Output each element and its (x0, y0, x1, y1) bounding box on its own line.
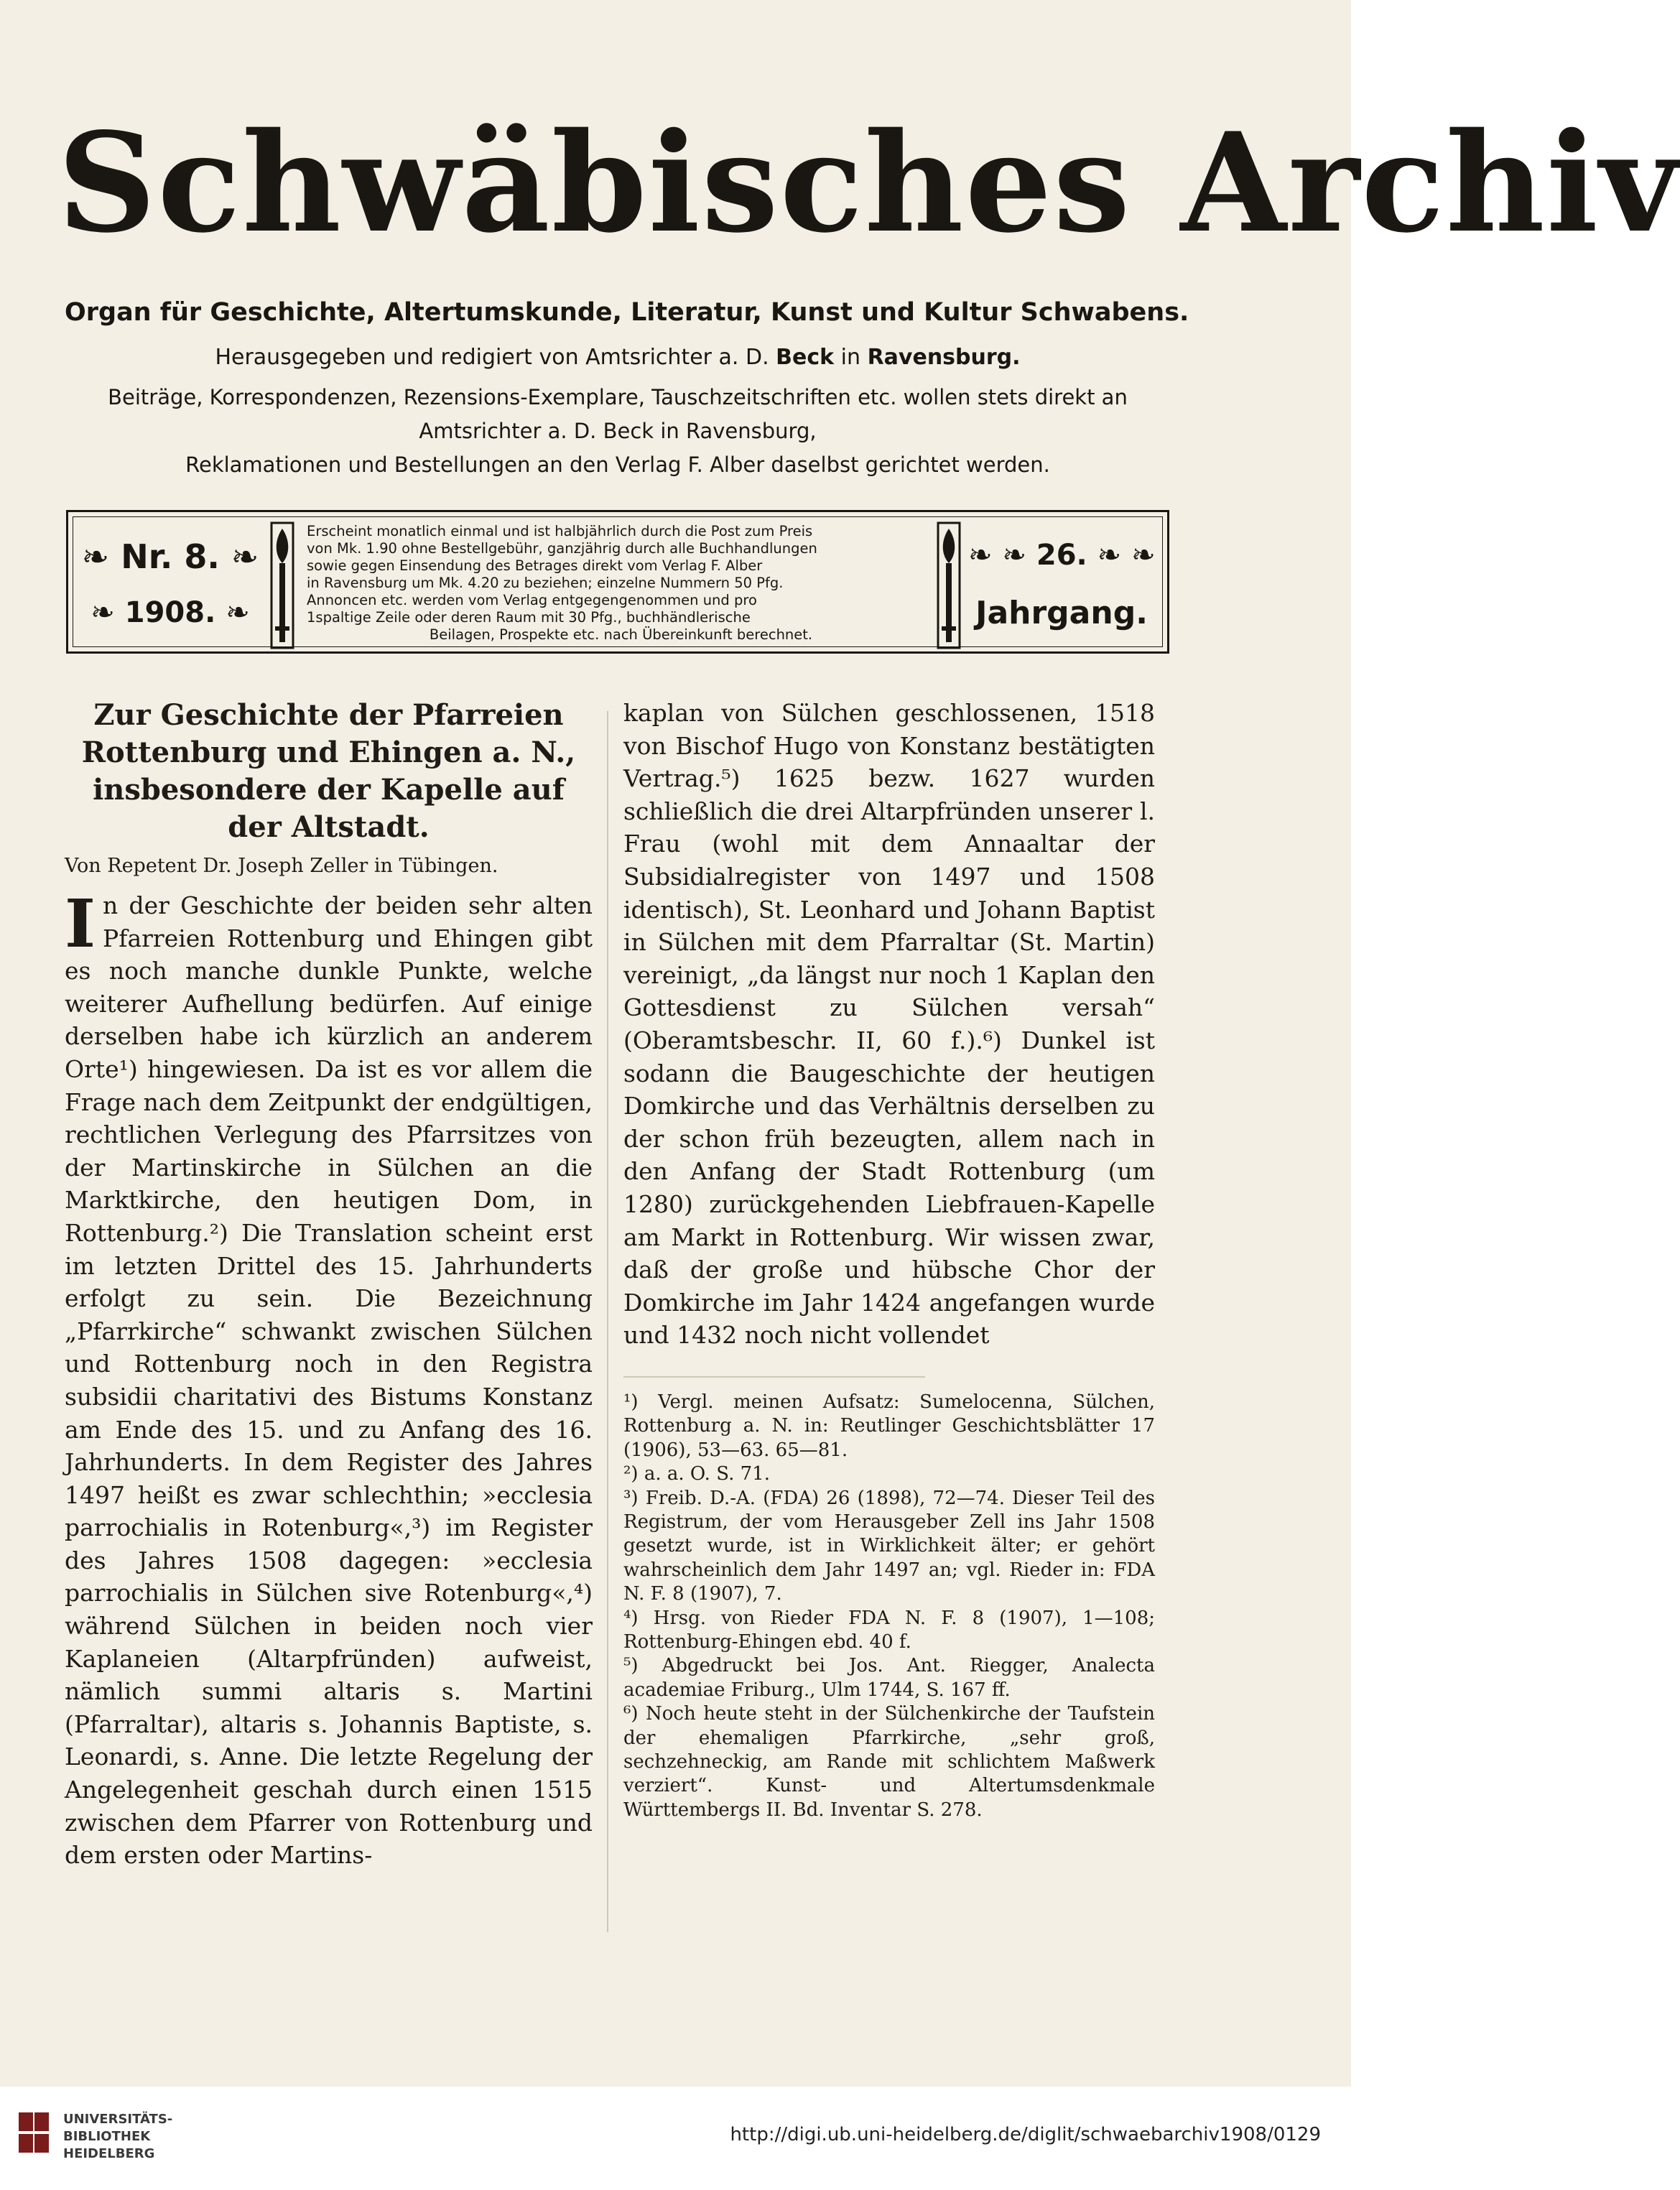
volume-number: ❧ ❧ 26. ❧ ❧ (968, 539, 1156, 572)
editor-name: Beck (776, 345, 835, 370)
issue-number: ❧ Nr. 8. ❧ (81, 537, 259, 576)
terms-line: 1spaltige Zeile oder deren Raum mit 30 Pfg., buchhändlerische (307, 609, 751, 626)
article-body-left (65, 885, 593, 1872)
terms-line: Beilagen, Prospekte etc. nach Übereinkunft berechnet. (429, 626, 813, 643)
info-bar-frame (73, 516, 1163, 647)
footnote: ²) a. a. O. S. 71. (623, 1463, 770, 1485)
footnote: ⁴) Hrsg. von Rieder FDA N. F. 8 (1907), 1—108; Rottenburg-Ehingen ebd. 40 f. (623, 1607, 1155, 1653)
editor-prefix: Herausgegeben und redigiert von Amtsrichter a. D. (215, 345, 769, 370)
terms-line: von Mk. 1.90 ohne Bestellgebühr, ganzjährig durch alle Buchhandlungen (307, 540, 817, 557)
footnote: ⁶) Noch heute steht in der Sülchenkirche der Taufstein der ehemaligen Pfarrkirche, „sehr groß, sechzehneckig, am Rande mit schlichtem Maßwerk verziert“. Kunst- und Altertumsdenkmale Württembergs II. Bd. Inventar S. 278. (623, 1703, 1155, 1821)
library-line: HEIDELBERG (63, 2146, 155, 2161)
volume-label: Jahrgang. (975, 595, 1148, 631)
issue-info-bar (66, 510, 1169, 654)
library-name (63, 2111, 172, 2163)
footnote: ¹) Vergl. meinen Aufsatz: Sumelocenna, Sülchen, Rottenburg a. N. in: Reutlinger Geschichtsblätter 17 (1906), 53—63. 65—81. (623, 1391, 1155, 1461)
body-text-left: n der Geschichte der beiden sehr alten Pfarreien Rottenburg und Ehingen gibt es noch manche dunkle Punkte, welche weiterer Aufhellung bedürfen. Auf einige derselben habe ich kürzlich an anderem Orte¹) hingewiesen. Da ist es vor allem die Frage nach dem Zeitpunkt der endgültigen, rechtlichen Verlegung des Pfarrsitzes von der Martinskirche in Sülchen an die Marktkirche, den heutigen Dom, in Rottenburg.²) Die Translation scheint erst im letzten Drittel des 15. Jahrhunderts erfolgt zu sein. Die Bezeichnung „Pfarrkirche“ schwankt zwischen Sülchen und Rottenburg noch in den Registra subsidii charitativi des Bistums Konstanz am Ende des 15. und zu Anfang des 16. Jahrhunderts. In dem Register des Jahres 1497 heißt es zwar schlechthin; »ecclesia parrochialis in Rotenburg«,³) im Register des Jahres 1508 dagegen: »ecclesia parrochialis in Sülchen sive Rotenburg«,⁴) während Sülchen in beiden noch vier Kaplaneien (Altarpfründen) aufweist, nämlich summi altaris s. Martini (Pfarraltar), altaris s. Johannis Baptiste, s. Leonardi, s. Anne. Die letzte Regelung der Angelegenheit geschah durch einen 1515 zwischen dem Pfarrer von Rottenburg und dem ersten oder Martins- (65, 891, 593, 1870)
university-library-logo-icon (14, 2108, 53, 2160)
terms-line: in Ravensburg um Mk. 4.20 zu beziehen; einzelne Nummern 50 Pfg. (307, 575, 784, 591)
footnotes (623, 1391, 1155, 1822)
footer-bar (0, 2087, 1351, 2190)
contribution-notice (65, 381, 1171, 482)
source-url[interactable]: http://digi.ub.uni-heidelberg.de/diglit/schwaebarchiv1908/0129 (730, 2124, 1321, 2145)
library-line: BIBLIOTHEK (63, 2129, 151, 2144)
issue-block (80, 517, 260, 646)
contrib-line: Beiträge, Korrespondenzen, Rezensions-Exemplare, Tauschzeitschriften etc. wollen stets direkt an (108, 385, 1128, 409)
column-divider (607, 711, 608, 1932)
footnote: ³) Freib. D.-A. (FDA) 26 (1898), 72—74. Dieser Teil des Registrum, der vom Herausgeber Zell ins Jahr 1508 gesetzt wurde, ist in Wirklichkeit älter; er gehört wahrscheinlich dem Jahr 1497 an; vgl. Rieder in: FDA N. F. 8 (1907), 7. (623, 1487, 1155, 1605)
editor-in: in (840, 345, 861, 370)
terms-line: sowie gegen Einsendung des Betrages direkt vom Verlag F. Alber (307, 557, 763, 574)
article-byline: Von Repetent Dr. Joseph Zeller in Tübingen. (65, 855, 498, 877)
contrib-line: Reklamationen und Bestellungen an den Verlag F. Alber daselbst gerichtet werden. (185, 453, 1050, 477)
terms-line: Annoncen etc. werden vom Verlag entgegengenommen und pro (307, 592, 757, 608)
editor-place: Ravensburg. (867, 345, 1021, 370)
contrib-line: Amtsrichter a. D. Beck in Ravensburg, (419, 419, 817, 443)
editor-line (65, 345, 1171, 370)
volume-block (968, 517, 1155, 646)
issue-year: ❧ 1908. ❧ (91, 596, 250, 629)
library-line: UNIVERSITÄTS- (63, 2112, 173, 2127)
article-title: Zur Geschichte der Pfarreien Rottenburg und Ehingen a. N., insbesondere der Kapelle auf der Altstadt. (81, 698, 576, 844)
footnote-rule (623, 1376, 925, 1378)
footnote: ⁵) Abgedruckt bei Jos. Ant. Riegger, Analecta academiae Friburg., Ulm 1744, S. 167 ff. (623, 1655, 1155, 1701)
left-column (65, 697, 593, 1872)
journal-subtitle: Organ für Geschichte, Altertumskunde, Literatur, Kunst und Kultur Schwabens. (65, 298, 1189, 327)
drop-cap: I (65, 885, 96, 962)
masthead (57, 86, 1680, 280)
subscription-terms (307, 523, 935, 644)
article-body-right: kaplan von Sülchen geschlossenen, 1518 von Bischof Hugo von Konstanz bestätigten Vertrag.⁵) 1625 bezw. 1627 wurden schließlich die drei Altarpfründen unserer l. Frau (wohl mit dem Annaaltar der Subsidialregister von 1497 und 1508 identisch), St. Leonhard und Johann Baptist in Sülchen mit dem Pfarraltar (St. Martin) vereinigt, „da längst nur noch 1 Kaplan den Gottesdienst zu Sülchen versah“ (Oberamtsbeschr. II, 60 f.).⁶) Dunkel ist sodann die Baugeschichte der heutigen Domkirche und das Verhältnis derselben zu der schon früh bezeugten, allem nach in den Anfang der Stadt Rottenburg (um 1280) zurückgehenden Liebfrauen-Kapelle am Markt in Rottenburg. Wir wissen zwar, daß der große und hübsche Chor der Domkirche im Jahr 1424 angefangen wurde und 1432 noch nicht vollendet (623, 699, 1155, 1350)
ornament-pillar-left-icon (269, 519, 296, 652)
right-column (623, 697, 1155, 1822)
terms-line: Erscheint monatlich einmal und ist halbjährlich durch die Post zum Preis (307, 523, 813, 539)
ornament-pillar-right-icon (935, 519, 962, 652)
journal-title: Schwäbisches Archiv (57, 103, 1680, 263)
